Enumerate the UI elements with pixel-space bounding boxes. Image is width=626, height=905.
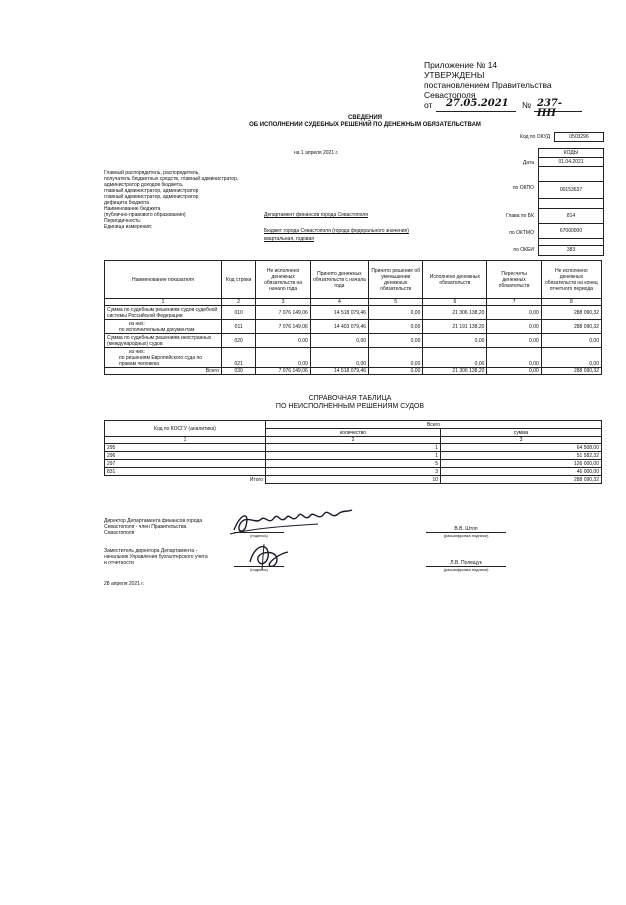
deputy-line-1: Заместитель директора Департамента - — [104, 548, 198, 554]
cell: 14 403 079,46 — [310, 320, 368, 334]
cell: 0,00 — [541, 334, 601, 348]
row-code: 010 — [221, 306, 256, 320]
info-line-3: администратор доходов бюджета, — [104, 182, 184, 188]
cell: 1 — [266, 444, 441, 452]
info-line-4: главный администратор, администратор — [104, 188, 199, 194]
handwritten-date: 27.05.2021 — [446, 98, 509, 109]
cell: 0,00 — [423, 348, 487, 368]
cell: 64 508,00 — [441, 444, 602, 452]
ref-title-line-1: СПРАВОЧНАЯ ТАБЛИЦА — [308, 395, 392, 402]
cell: 21 306 138,20 — [423, 368, 487, 375]
cell: 0,00 — [310, 348, 368, 368]
cell: 0,00 — [423, 334, 487, 348]
deputy-title — [104, 548, 244, 566]
col-num: 7 — [487, 299, 541, 306]
col-num: 8 — [541, 299, 601, 306]
info-line-6: дефицита бюджета — [104, 200, 150, 206]
header-c8: Не исполнено денежных обязательств на конец отчетного периода — [541, 261, 601, 299]
codes-header: КОДЫ — [538, 148, 604, 158]
deputy-line-3: и отчетности — [104, 560, 134, 566]
cell: 21 191 138,20 — [423, 320, 487, 334]
date-value: 01.04.2021 — [538, 157, 604, 167]
info-line-2: получатель бюджетных средств, главный администратор, — [104, 176, 239, 182]
cell: 14 518 079,46 — [310, 368, 368, 375]
ref-header-row — [105, 421, 602, 429]
header-name: Наименование показателя — [105, 261, 222, 299]
table-row — [105, 460, 602, 468]
cell: 7 076 149,06 — [256, 306, 310, 320]
cell: 288 090,32 — [541, 320, 601, 334]
row-code: 011 — [221, 320, 256, 334]
main-table — [104, 260, 602, 375]
info-line-7: Наименование бюджета — [104, 206, 161, 212]
ref-title-line-2: ПО НЕИСПОЛНЕННЫМ РЕШЕНИЯМ СУДОВ — [275, 403, 425, 410]
oktmo-label: по ОКТМО — [509, 230, 534, 236]
row-name: Сумма по судебным решениям судов судебной системы Российской Федерации — [105, 306, 222, 320]
cell: 7 076 149,06 — [256, 320, 310, 334]
cell: 0,00 — [369, 334, 423, 348]
cell: 0,00 — [256, 334, 310, 348]
cell: 1 — [266, 452, 441, 460]
deputy-name-caption: (расшифровка подписи) — [443, 567, 489, 572]
table-row — [105, 468, 602, 476]
col-num: 2 — [266, 437, 441, 444]
total-row — [105, 476, 602, 484]
info-line-8: (публично-правового образования) — [104, 212, 186, 218]
info-line-10: Единица измерения: — [104, 224, 153, 230]
number-label: № — [522, 100, 532, 110]
budget-name: Бюджет города Севастополя (города федерального значения) — [264, 228, 409, 234]
okpo-label: по ОКПО — [512, 185, 534, 191]
department-name: Департамент финансов города Севастополя — [264, 212, 368, 218]
header-c6: Исполнено денежных обязательств — [423, 261, 487, 299]
left-info — [104, 170, 274, 230]
cell: 288 090,32 — [441, 476, 602, 484]
cell: 126 000,00 — [441, 460, 602, 468]
header-c4: Принято денежных обязательств с начала года — [310, 261, 368, 299]
okpo-value: 00153637 — [538, 181, 604, 199]
ref-title — [200, 395, 500, 411]
deputy-name: Л.В. Полещук — [450, 560, 482, 566]
table-row — [105, 348, 602, 368]
col-num: 1 — [105, 299, 222, 306]
header-qty: количество — [266, 429, 441, 437]
cell: 0,00 — [310, 334, 368, 348]
cell: 21 306 138,20 — [423, 306, 487, 320]
ref-num-row — [105, 437, 602, 444]
header-kosgu: Код по КОСГУ (аналитика) — [105, 421, 266, 437]
okei-value: 383 — [538, 245, 604, 256]
col-num: 1 — [105, 437, 266, 444]
oktmo-value: 67000000 — [538, 223, 604, 239]
col-num: 3 — [441, 437, 602, 444]
col-num: 2 — [221, 299, 256, 306]
director-line-3: Севастополя — [104, 530, 135, 536]
cell: 0,00 — [487, 368, 541, 375]
cell: 0,00 — [541, 348, 601, 368]
okei-label: по ОКЕИ — [513, 247, 534, 253]
main-header-row — [105, 261, 602, 299]
row-name — [105, 348, 222, 368]
from-label: от — [424, 100, 433, 110]
cell: 10 — [266, 476, 441, 484]
total-row — [105, 368, 602, 375]
report-date: на 1 апреля 2021 г. — [294, 150, 339, 156]
cell: 0,00 — [369, 306, 423, 320]
title-line-2: ОБ ИСПОЛНЕНИИ СУДЕБНЫХ РЕШЕНИЙ ПО ДЕНЕЖНЫМ ОБЯЗАТЕЛЬСТВАМ — [249, 122, 481, 128]
doc-title — [200, 115, 530, 129]
cell: 296 — [105, 452, 266, 460]
cell: 0,00 — [369, 348, 423, 368]
cell: 0,00 — [487, 334, 541, 348]
deputy-line-2: начальник Управления бухгалтерского учета — [104, 554, 208, 560]
approved-by-line-2: Севастополя — [424, 90, 476, 100]
periodicity: квартальная, годовая — [264, 236, 314, 242]
header-sum: сумма — [441, 429, 602, 437]
director-line-2: Севастополя - член Правительства — [104, 524, 187, 530]
cell: 0,00 — [369, 320, 423, 334]
cell: 0,00 — [487, 348, 541, 368]
total-label: Итого — [105, 476, 266, 484]
okud-label: Код по ОКУД — [520, 134, 550, 140]
appendix-block — [424, 60, 563, 119]
header-c5: Принято решение об уменьшении денежных обязательств — [369, 261, 423, 299]
table-row — [105, 306, 602, 320]
cell: 0,00 — [369, 368, 423, 375]
col-num: 6 — [423, 299, 487, 306]
okud-value: 0503296 — [554, 132, 604, 142]
info-line-9: Периодичность: — [104, 218, 142, 224]
cell: 0,00 — [256, 348, 310, 368]
glava-value: 814 — [538, 208, 604, 224]
header-c3: Не исполнено денежных обязательств на начало года — [256, 261, 310, 299]
cell: 3 — [266, 468, 441, 476]
ref-table — [104, 420, 602, 484]
table-row — [105, 444, 602, 452]
glava-label: Глава по БК — [506, 213, 534, 219]
date-label: Дата — [522, 160, 534, 166]
row-code: 020 — [221, 334, 256, 348]
handwritten-number: 237-ПП — [537, 98, 563, 119]
cell: 295 — [105, 444, 266, 452]
cell: 0,00 — [487, 306, 541, 320]
director-name-caption: (расшифровка подписи) — [443, 533, 489, 538]
header-code: Код строки — [221, 261, 256, 299]
col-num: 4 — [310, 299, 368, 306]
col-num: 3 — [256, 299, 310, 306]
row-name-b: по исполнительным документам — [119, 326, 195, 333]
info-line-5: главный администратор, администратор — [104, 194, 199, 200]
cell: 831 — [105, 468, 266, 476]
row-code: 030 — [221, 368, 256, 375]
deputy-sign-caption: (подпись) — [250, 567, 268, 572]
approved-by-line: постановлением Правительства — [424, 80, 552, 90]
director-sign-caption: (подпись) — [250, 533, 268, 538]
director-line-1: Директор Департамента финансов города — [104, 518, 203, 524]
row-code: 021 — [221, 348, 256, 368]
table-row — [105, 320, 602, 334]
row-name: Сумма по судебным решениям иностранных (международных) судов — [105, 334, 222, 348]
cell: 288 090,32 — [541, 306, 601, 320]
table-row — [105, 452, 602, 460]
cell: 51 582,32 — [441, 452, 602, 460]
approved-label: УТВЕРЖДЕНЫ — [424, 70, 485, 80]
header-c7: Пересчеты денежных обязательств — [487, 261, 541, 299]
approval-date-line — [424, 98, 563, 119]
cell: 5 — [266, 460, 441, 468]
row-name-a: из них: — [129, 348, 145, 355]
cell: 288 090,32 — [541, 368, 601, 375]
cell: 7 076 149,06 — [256, 368, 310, 375]
appendix-number: Приложение № 14 — [424, 60, 498, 70]
col-num: 5 — [369, 299, 423, 306]
director-name: В.В. Штоп — [454, 526, 478, 532]
row-name — [105, 320, 222, 334]
total-label: Всего — [105, 368, 222, 375]
cell: 0,00 — [487, 320, 541, 334]
row-name-b: по решениям Европейского суда по правам человека — [119, 354, 202, 367]
cell: 14 518 079,46 — [310, 306, 368, 320]
header-total: Всего — [266, 421, 602, 429]
signature-date: 28 апреля 2021 г. — [104, 581, 144, 587]
date-underline — [436, 111, 516, 112]
row-name-a: из них: — [129, 320, 145, 327]
cell: 46 000,00 — [441, 468, 602, 476]
title-line-1: СВЕДЕНИЯ — [348, 115, 382, 121]
info-line-1: Главный распорядитель, распорядитель, — [104, 170, 200, 176]
table-row — [105, 334, 602, 348]
codes-empty-1 — [538, 166, 604, 182]
cell: 297 — [105, 460, 266, 468]
col-number-row — [105, 299, 602, 306]
director-title — [104, 518, 234, 536]
